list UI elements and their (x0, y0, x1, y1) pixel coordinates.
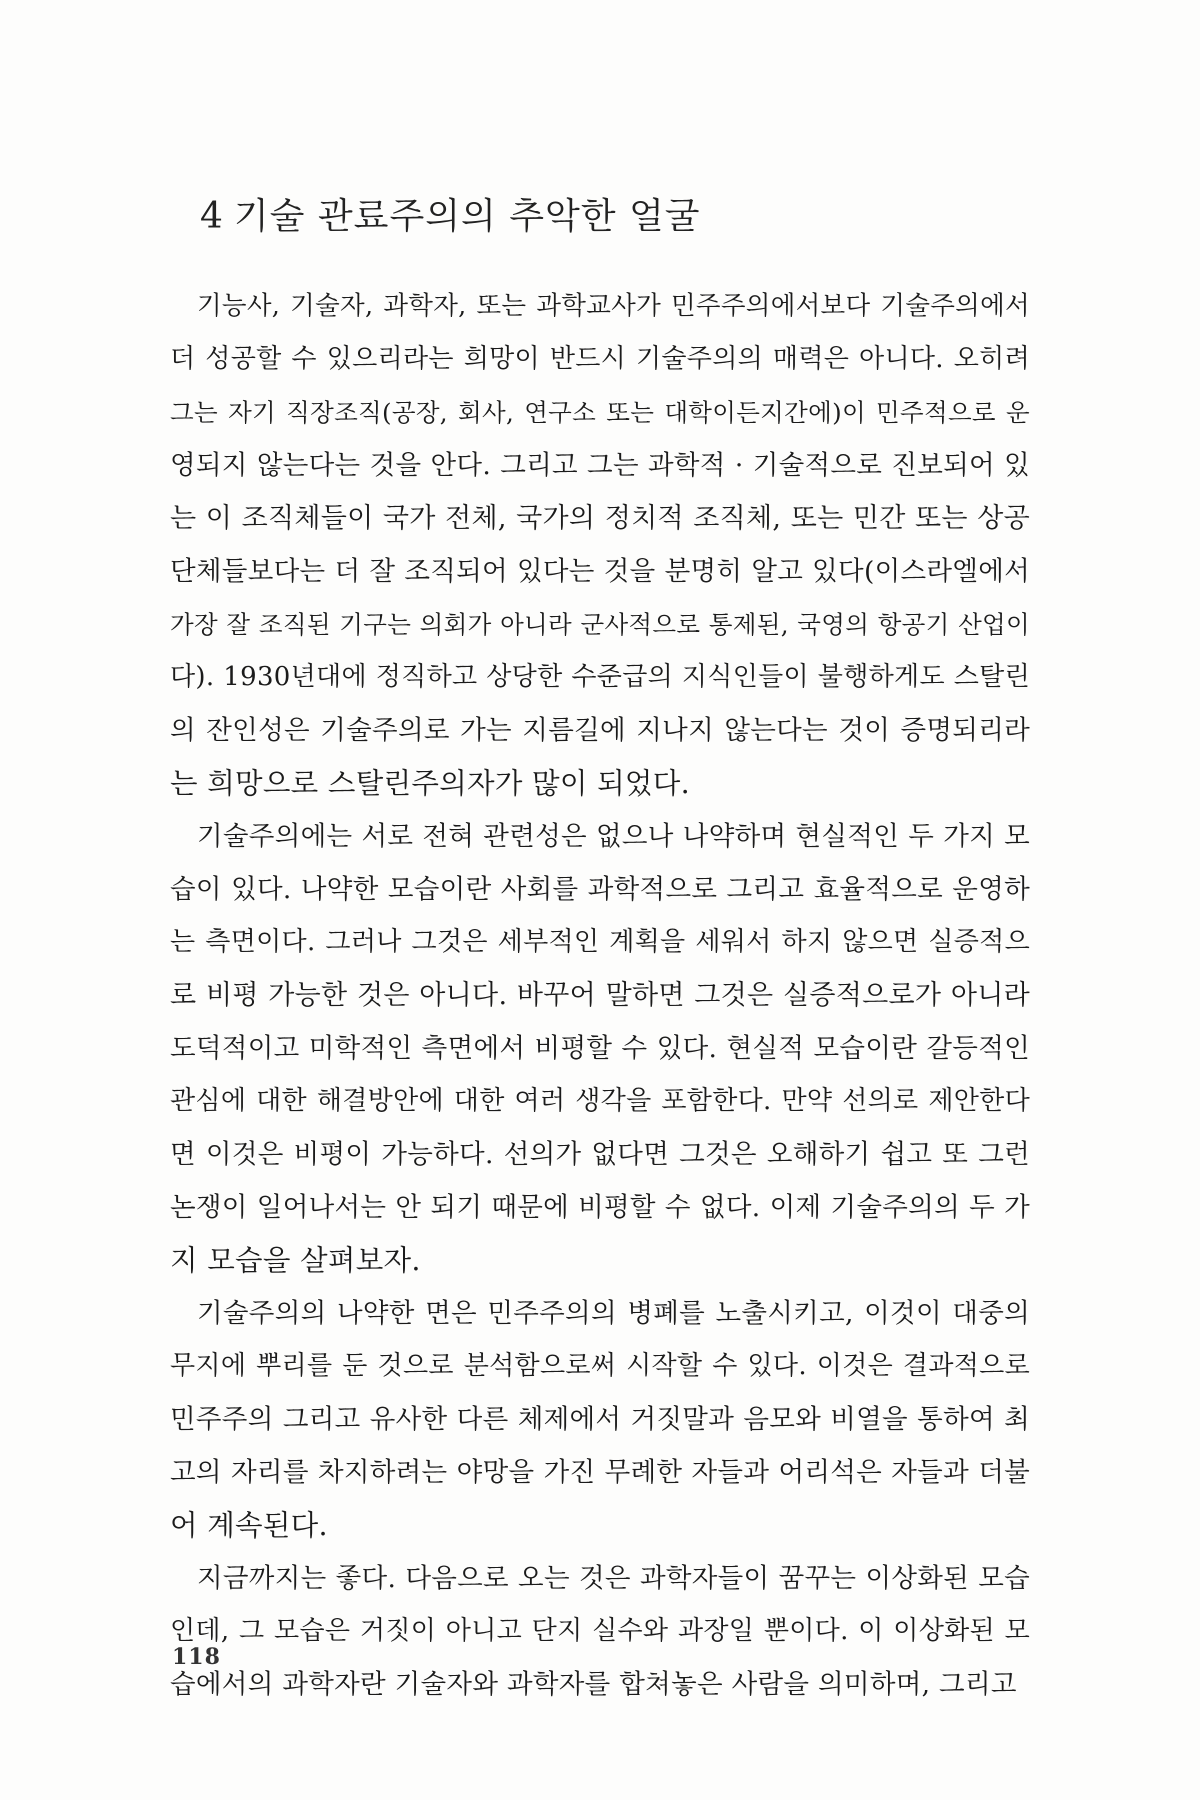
page-number: 118 (172, 1644, 221, 1670)
section-heading (200, 188, 701, 239)
text-line: 단체들보다는 더 잘 조직되어 있다는 것을 분명히 알고 있다(이스라엘에서 (170, 556, 1030, 587)
text-line: 더 성공할 수 있으리라는 희망이 반드시 기술주의의 매력은 아니다. 오히려 (170, 344, 1030, 374)
text-line: 다). 1930년대에 정직하고 상당한 수준급의 지식인들이 불행하게도 스탈린 (170, 662, 1030, 692)
text-line: 그는 자기 직장조직(공장, 회사, 연구소 또는 대학이든지간에)이 민주적으로 운 (170, 398, 1030, 427)
paragraph (170, 810, 1030, 1287)
text-line: 논쟁이 일어나서는 안 되기 때문에 비평할 수 없다. 이제 기술주의의 두 가 (170, 1192, 1030, 1223)
text-line: 습에서의 과학자란 기술자와 과학자를 합쳐놓은 사람을 의미하며, 그리고 (170, 1669, 1017, 1700)
text-line: 는 희망으로 스탈린주의자가 많이 되었다. (170, 767, 690, 800)
section-title: 기술 관료주의의 추악한 얼굴 (233, 196, 701, 237)
body-text (170, 280, 1030, 1711)
text-line: 로 비평 가능한 것은 아니다. 바꾸어 말하면 그것은 실증적으로가 아니라 (170, 980, 1030, 1011)
text-line: 는 이 조직체들이 국가 전체, 국가의 정치적 조직체, 또는 민간 또는 상공 (170, 503, 1030, 534)
text-line: 의 잔인성은 기술주의로 가는 지름길에 지나지 않는다는 것이 증명되리라 (170, 715, 1030, 746)
text-line: 기술주의의 나약한 면은 민주주의의 병폐를 노출시키고, 이것이 대중의 (197, 1298, 1030, 1329)
paragraph (170, 280, 1030, 810)
paragraph (170, 1287, 1030, 1552)
section-number: 4 (200, 196, 224, 237)
text-line: 기술주의에는 서로 전혀 관련성은 없으나 나약하며 현실적인 두 가지 모 (197, 821, 1030, 852)
text-line: 관심에 대한 해결방안에 대한 여러 생각을 포함한다. 만약 선의로 제안한다 (170, 1086, 1030, 1116)
text-line: 기능사, 기술자, 과학자, 또는 과학교사가 민주주의에서보다 기술주의에서 (197, 291, 1030, 321)
text-line: 가장 잘 조직된 기구는 의회가 아니라 군사적으로 통제된, 국영의 항공기 산업이 (170, 610, 1030, 639)
text-line: 면 이것은 비평이 가능하다. 선의가 없다면 그것은 오해하기 쉽고 또 그런 (170, 1139, 1030, 1170)
text-line: 지금까지는 좋다. 다음으로 오는 것은 과학자들이 꿈꾸는 이상화된 모습 (197, 1563, 1030, 1594)
text-line: 인데, 그 모습은 거짓이 아니고 단지 실수와 과장일 뿐이다. 이 이상화된 모 (170, 1616, 1030, 1646)
text-line: 어 계속된다. (170, 1509, 328, 1542)
text-line: 민주주의 그리고 유사한 다른 체제에서 거짓말과 음모와 비열을 통하여 최 (170, 1404, 1030, 1435)
text-line: 무지에 뿌리를 둔 것으로 분석함으로써 시작할 수 있다. 이것은 결과적으로 (170, 1351, 1030, 1381)
text-line: 지 모습을 살펴보자. (170, 1244, 421, 1277)
text-line: 습이 있다. 나약한 모습이란 사회를 과학적으로 그리고 효율적으로 운영하 (170, 874, 1030, 905)
text-line: 는 측면이다. 그러나 그것은 세부적인 계획을 세워서 하지 않으면 실증적으 (170, 927, 1030, 957)
text-line: 도덕적이고 미학적인 측면에서 비평할 수 있다. 현실적 모습이란 갈등적인 (170, 1033, 1030, 1064)
text-line: 고의 자리를 차지하려는 야망을 가진 무례한 자들과 어리석은 자들과 더불 (170, 1457, 1030, 1488)
paragraph (170, 1552, 1030, 1711)
text-line: 영되지 않는다는 것을 안다. 그리고 그는 과학적 · 기술적으로 진보되어 있 (170, 450, 1030, 481)
